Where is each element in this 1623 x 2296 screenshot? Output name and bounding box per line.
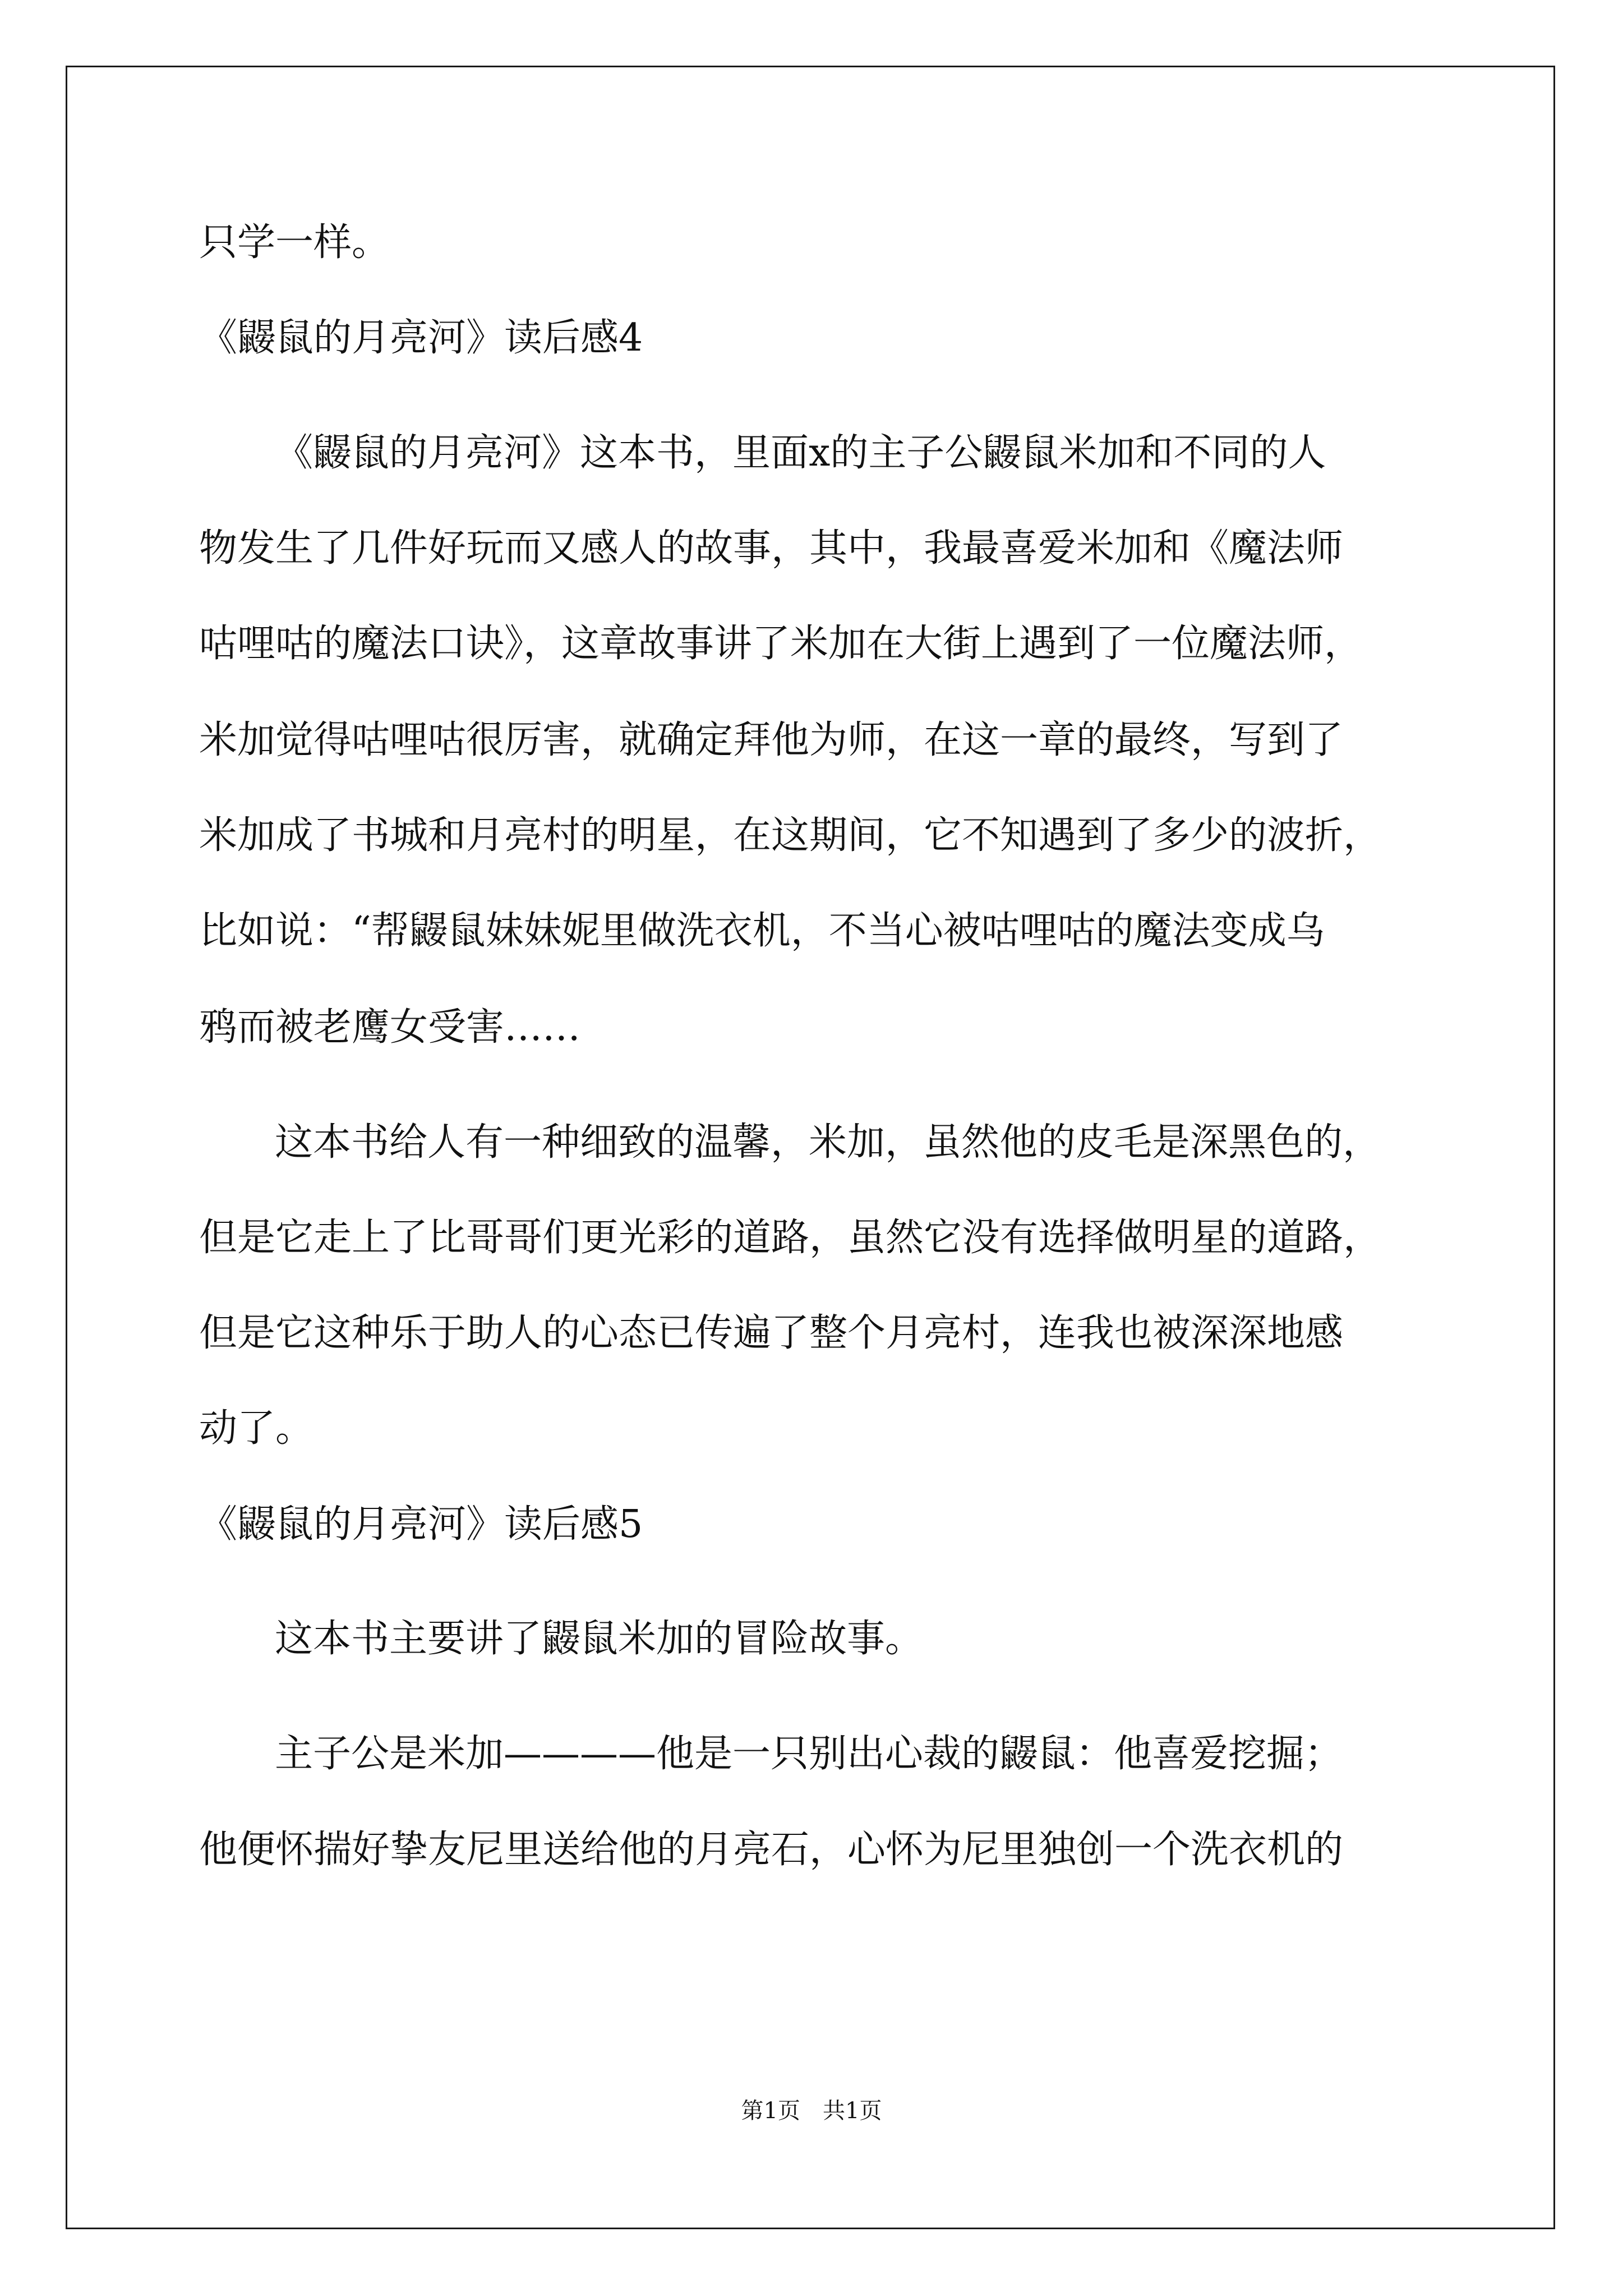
paragraph-line: 他便怀揣好挚友尼里送给他的月亮石，心怀为尼里独创一个洗衣机的 [199, 1828, 1344, 1872]
text-line-continuation: 只学一样。 [199, 220, 390, 265]
paragraph-line: 《鼹鼠的月亮河》这本书，里面x的主子公鼹鼠米加和不同的人 [275, 431, 1326, 475]
section-heading-4: 《鼹鼠的月亮河》读后感4 [199, 316, 643, 360]
paragraph-line: 鸦而被老鹰女受害…… [199, 1005, 581, 1050]
paragraph-line: 米加成了书城和月亮村的明星，在这期间，它不知遇到了多少的波折， [199, 813, 1382, 858]
section-heading-5: 《鼹鼠的月亮河》读后感5 [199, 1502, 643, 1547]
paragraph-line: 米加觉得咕哩咕很厉害，就确定拜他为师，在这一章的最终，写到了 [199, 718, 1344, 762]
paragraph-line: 但是它走上了比哥哥们更光彩的道路，虽然它没有选择做明星的道路， [199, 1216, 1382, 1260]
page-number: 第1页 [741, 2098, 800, 2124]
page-footer [0, 2097, 1623, 2125]
paragraph-line: 物发生了几件好玩而又感人的故事，其中，我最喜爱米加和《魔法师 [199, 526, 1344, 570]
paragraph-line: 动了。 [199, 1406, 314, 1451]
paragraph-line: 但是它这种乐于助人的心态已传遍了整个月亮村，连我也被深深地感 [199, 1311, 1344, 1355]
paragraph-line: 这本书主要讲了鼹鼠米加的冒险故事。 [275, 1617, 924, 1661]
page-total: 共1页 [823, 2098, 882, 2124]
paragraph-line: 咕哩咕的魔法口诀》，这章故事讲了米加在大街上遇到了一位魔法师， [199, 622, 1363, 666]
paragraph-line: 比如说：“帮鼹鼠妹妹妮里做洗衣机，不当心被咕哩咕的魔法变成乌 [199, 909, 1325, 953]
paragraph-line: 主子公是米加————他是一只别出心裁的鼹鼠：他喜爱挖掘； [275, 1732, 1343, 1776]
paragraph-line: 这本书给人有一种细致的温馨，米加，虽然他的皮毛是深黑色的， [275, 1120, 1381, 1165]
